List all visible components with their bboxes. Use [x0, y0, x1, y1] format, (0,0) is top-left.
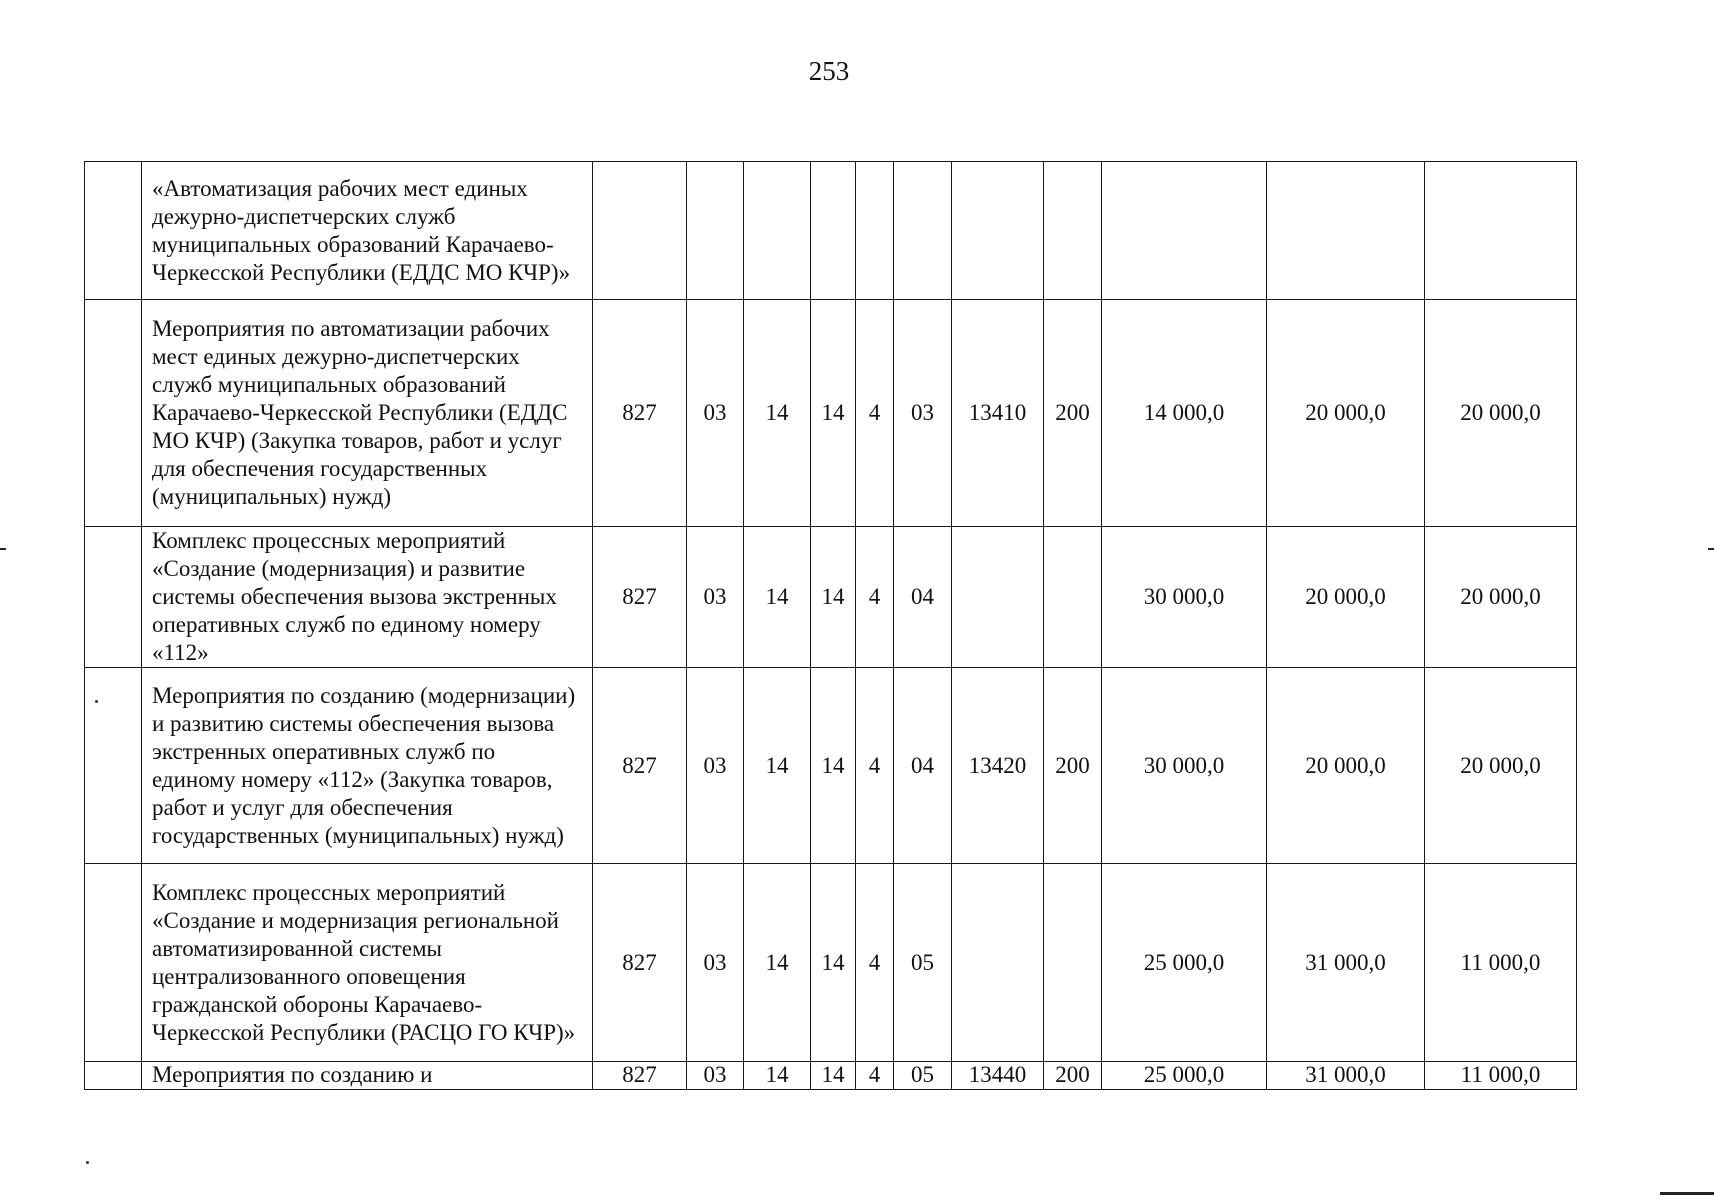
cell-rz: 03: [687, 300, 744, 527]
table-row: [85, 864, 1577, 1062]
cell-year3: 11 000,0: [1425, 1062, 1577, 1090]
cell-number: [85, 162, 142, 300]
cell-year1: 30 000,0: [1102, 668, 1267, 864]
cell-cs1: 14: [811, 1062, 856, 1090]
cell-name: «Автоматизация рабочих мест единых дежурно-диспетчерских служб муниципальных образований Карачаево-Черкесской Республики (ЕДДС МО КЧР)»: [142, 162, 593, 300]
cell-name: Комплекс процессных мероприятий «Создание (модернизация) и развитие системы обеспечения вызова экстренных оперативных служб по единому номеру «112»: [142, 527, 593, 668]
cell-gr: 827: [593, 527, 687, 668]
cell-year1: [1102, 162, 1267, 300]
cell-name: Мероприятия по автоматизации рабочих мест единых дежурно-диспетчерских служб муниципальных образований Карачаево-Черкесской Республики (ЕДДС МО КЧР) (Закупка товаров, работ и услуг для обеспечения государственных (муниципальных) нужд): [142, 300, 593, 527]
cell-gr: 827: [593, 864, 687, 1062]
cell-pr: [744, 162, 811, 300]
cell-cs3: 04: [894, 668, 952, 864]
cell-vr: 200: [1044, 300, 1102, 527]
cell-cs2: 4: [856, 300, 894, 527]
cell-vr: [1044, 527, 1102, 668]
cell-cs2: 4: [856, 1062, 894, 1090]
cell-cs3: 05: [894, 1062, 952, 1090]
table-row: [85, 300, 1577, 527]
cell-gr: [593, 162, 687, 300]
cell-cs3: 04: [894, 527, 952, 668]
cell-name: Мероприятия по созданию (модернизации) и развитию системы обеспечения вызова экстренных оперативных служб по единому номеру «112» (Закупка товаров, работ и услуг для обеспечения государственных (муниципальных) нужд): [142, 668, 593, 864]
cell-gr: 827: [593, 300, 687, 527]
cell-name: Комплекс процессных мероприятий «Создание и модернизация региональной автоматизированной системы централизованного оповещения гражданской обороны Карачаево-Черкесской Республики (РАСЦО ГО КЧР)»: [142, 864, 593, 1062]
cell-gr: 827: [593, 668, 687, 864]
cell-rz: 03: [687, 1062, 744, 1090]
cell-pr: 14: [744, 527, 811, 668]
cell-cs4: 13440: [952, 1062, 1044, 1090]
cell-pr: 14: [744, 300, 811, 527]
cell-rz: 03: [687, 668, 744, 864]
cell-year3: 11 000,0: [1425, 864, 1577, 1062]
scan-speck: [95, 700, 98, 703]
cell-name: Мероприятия по созданию и: [142, 1062, 593, 1090]
cell-year1: 25 000,0: [1102, 864, 1267, 1062]
cell-year2: 31 000,0: [1267, 864, 1425, 1062]
cell-cs2: [856, 162, 894, 300]
cell-year3: 20 000,0: [1425, 527, 1577, 668]
cell-cs4: [952, 864, 1044, 1062]
cell-vr: [1044, 162, 1102, 300]
cell-pr: 14: [744, 864, 811, 1062]
cell-cs2: 4: [856, 668, 894, 864]
cell-year1: 25 000,0: [1102, 1062, 1267, 1090]
table-row: [85, 527, 1577, 668]
table-row: [85, 162, 1577, 300]
scan-edge-mark: [1708, 548, 1714, 550]
cell-cs4: 13410: [952, 300, 1044, 527]
cell-cs4: [952, 527, 1044, 668]
cell-year2: 31 000,0: [1267, 1062, 1425, 1090]
scan-edge-mark: [1660, 1192, 1714, 1195]
cell-vr: 200: [1044, 1062, 1102, 1090]
cell-number: [85, 527, 142, 668]
cell-year2: 20 000,0: [1267, 527, 1425, 668]
cell-cs3: 03: [894, 300, 952, 527]
cell-cs1: 14: [811, 527, 856, 668]
page-number: 253: [808, 56, 850, 86]
cell-year3: 20 000,0: [1425, 300, 1577, 527]
cell-rz: 03: [687, 864, 744, 1062]
cell-cs3: 05: [894, 864, 952, 1062]
cell-cs4: 13420: [952, 668, 1044, 864]
cell-gr: 827: [593, 1062, 687, 1090]
cell-year2: [1267, 162, 1425, 300]
cell-cs2: 4: [856, 527, 894, 668]
cell-cs1: 14: [811, 668, 856, 864]
scan-edge-mark: [0, 548, 6, 550]
cell-number: [85, 668, 142, 864]
cell-year1: 30 000,0: [1102, 527, 1267, 668]
cell-year2: 20 000,0: [1267, 300, 1425, 527]
cell-number: [85, 1062, 142, 1090]
cell-cs2: 4: [856, 864, 894, 1062]
table-row: [85, 1062, 1577, 1090]
cell-vr: [1044, 864, 1102, 1062]
cell-number: [85, 864, 142, 1062]
cell-number: [85, 300, 142, 527]
cell-cs4: [952, 162, 1044, 300]
table-row: [85, 668, 1577, 864]
cell-year3: [1425, 162, 1577, 300]
cell-pr: 14: [744, 668, 811, 864]
cell-year2: 20 000,0: [1267, 668, 1425, 864]
cell-pr: 14: [744, 1062, 811, 1090]
cell-cs3: [894, 162, 952, 300]
cell-vr: 200: [1044, 668, 1102, 864]
cell-cs1: [811, 162, 856, 300]
cell-rz: 03: [687, 527, 744, 668]
cell-cs1: 14: [811, 300, 856, 527]
cell-year3: 20 000,0: [1425, 668, 1577, 864]
cell-cs1: 14: [811, 864, 856, 1062]
scan-speck: [86, 1161, 89, 1164]
cell-rz: [687, 162, 744, 300]
budget-table: [84, 161, 1577, 1090]
cell-year1: 14 000,0: [1102, 300, 1267, 527]
